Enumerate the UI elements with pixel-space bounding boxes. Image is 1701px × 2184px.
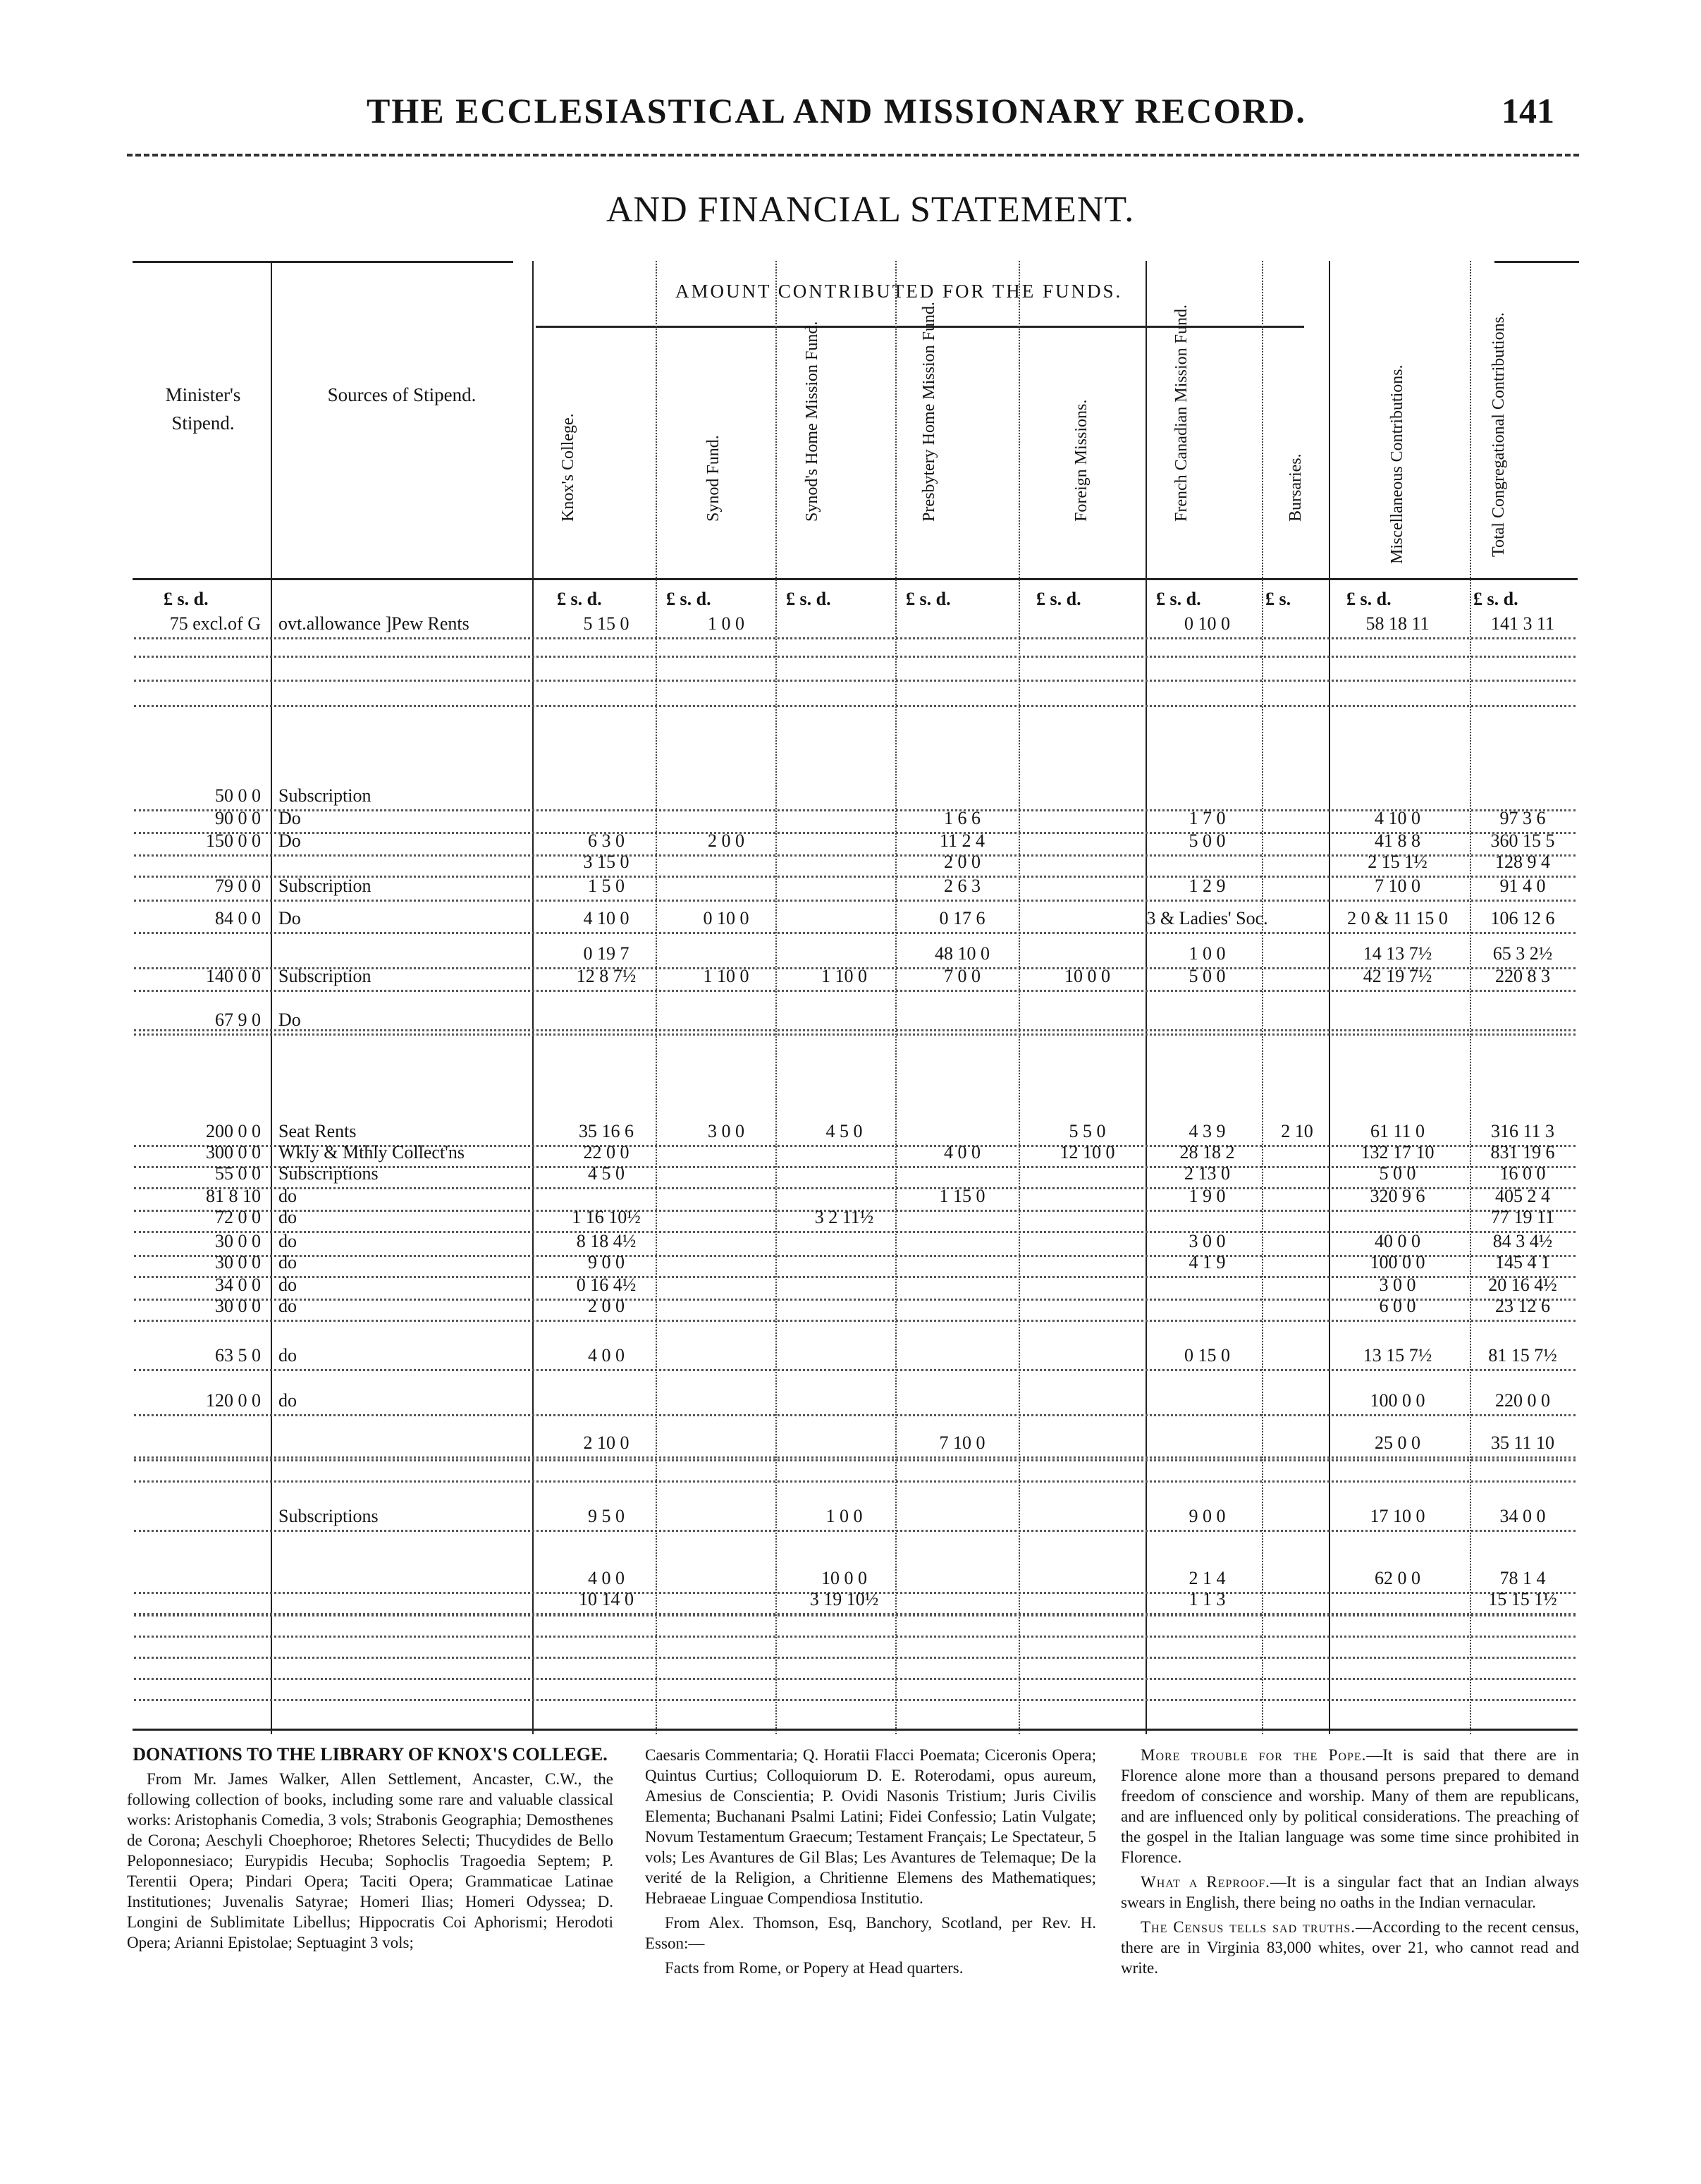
- cell-knox: 10 14 0: [579, 1589, 634, 1609]
- cell-fc: 9 0 0: [1189, 1506, 1226, 1526]
- cell-source: do: [278, 1275, 297, 1295]
- cell-fc: 0 15 0: [1184, 1345, 1230, 1366]
- cell-fc: 1 1 3: [1189, 1589, 1226, 1609]
- table-row: [134, 784, 1576, 808]
- cell-fc: 1 2 9: [1189, 876, 1226, 896]
- cell-mi: 100 0 0: [1370, 1390, 1425, 1411]
- table-row: [134, 964, 1576, 988]
- cell-source: do: [278, 1252, 297, 1272]
- cell-stipend: 75 excl.of G: [169, 613, 261, 634]
- cell-mi: 3 0 0: [1379, 1275, 1416, 1295]
- cell-to: 20 16 4½: [1488, 1275, 1557, 1295]
- cell-fc: 1 7 0: [1189, 808, 1226, 828]
- blank-row-leader: [134, 1614, 1576, 1616]
- table-row: [134, 612, 1576, 636]
- cell-fc: 28 18 2: [1179, 1142, 1235, 1162]
- cell-stipend: 84 0 0: [215, 908, 261, 928]
- cell-knox: 35 16 6: [579, 1121, 634, 1141]
- col-header-synod-home: Synod's Home Mission Fund.: [803, 321, 821, 522]
- cell-mi: 58 18 11: [1365, 613, 1430, 634]
- col-header-french: French Canadian Mission Fund.: [1172, 305, 1191, 522]
- header-rule: [127, 154, 1579, 157]
- cell-source: Wkly & Mthly Collect'ns: [278, 1142, 465, 1162]
- cell-mi: 320 9 6: [1370, 1186, 1425, 1206]
- cell-source: Subscriptions: [278, 1506, 379, 1526]
- blank-row-leader: [134, 1530, 1576, 1532]
- col-header-foreign: Foreign Missions.: [1072, 399, 1091, 522]
- table-row: [134, 829, 1576, 853]
- cell-to: 91 4 0: [1499, 876, 1546, 896]
- cell-to: 23 12 6: [1495, 1296, 1550, 1316]
- col-header-presbytery-home: Presbytery Home Mission Fund.: [920, 302, 938, 522]
- table-row: [134, 806, 1576, 830]
- cell-knox: 3 15 0: [583, 852, 630, 872]
- cell-source: do: [278, 1231, 297, 1251]
- cell-to: 831 19 6: [1490, 1142, 1555, 1162]
- note-body: —It is said that there are in Florence alone more than a thousand persons prepared to demand freedom of conscience and worship. Many of them are republicans, and are influenced only by political considerations. The preaching of the gospel in the Italian language was some time since prohibited in Florence.: [1121, 1746, 1579, 1866]
- cell-stipend: 79 0 0: [215, 876, 261, 896]
- cell-to: 35 11 10: [1490, 1433, 1555, 1453]
- donations-column-2: [645, 1745, 1096, 1982]
- blank-row-leader: [134, 680, 1576, 682]
- blank-row-leader: [134, 705, 1576, 707]
- blank-row-leader: [134, 1678, 1576, 1680]
- cell-knox: 8 18 4½: [576, 1231, 637, 1251]
- row-leader: [134, 932, 1576, 934]
- cell-fc: 0 10 0: [1184, 613, 1230, 634]
- row-leader: [134, 990, 1576, 992]
- table-row: [134, 1141, 1576, 1165]
- col-header-synod: Synod Fund.: [704, 435, 723, 522]
- unit-foreign: £ s. d.: [1036, 589, 1081, 609]
- unit-knox: £ s. d.: [557, 589, 602, 609]
- cell-ph: 1 15 0: [939, 1186, 985, 1206]
- cell-ph: 2 6 3: [944, 876, 981, 896]
- cell-mi: 7 10 0: [1375, 876, 1420, 896]
- cell-knox: 6 3 0: [588, 830, 625, 851]
- donations-para: Caesaris Commentaria; Q. Horatii Flacci Poemata; Ciceronis Opera; Quintus Curtius; Colloquiorum D. E. Roterodami, opus aureum, Amesius de Conscientia; P. Ovidi Nasonis Tristium; Juris Civilis Elementa; Buchanani Psalmi Latini; Fidei Confessio; Latin Vulgate; Novum Testamentum Graecum; Testament Français; Le Spectateur, 5 vols; Les Avantures de Gil Blas; Les Avantures de Telemaque; De la verité de la Religion, a Chritienne Elemens des Mathematiques; Hebraeae Linguae Compendiosa Institutio.: [645, 1746, 1096, 1907]
- cell-source: Do: [278, 830, 301, 851]
- cell-ph: 48 10 0: [935, 943, 990, 964]
- cell-stipend: 63 5 0: [215, 1345, 261, 1366]
- cell-sh: 1 10 0: [821, 966, 867, 986]
- donations-para: From Alex. Thomson, Esq, Banchory, Scotland, per Rev. H. Esson:—: [645, 1914, 1096, 1952]
- cell-to: 78 1 4: [1499, 1568, 1546, 1588]
- cell-source: Do: [278, 908, 301, 928]
- head-rule: [133, 578, 1578, 580]
- table-row: [134, 874, 1576, 898]
- col-header-knox: Knox's College.: [559, 413, 577, 522]
- cell-knox: 1 16 10½: [572, 1207, 641, 1227]
- cell-ph: 11 2 4: [939, 830, 985, 851]
- row-leader: [134, 900, 1576, 902]
- col-header-stipend: Minister's Stipend.: [165, 384, 241, 434]
- table-top-rule: [133, 261, 513, 263]
- cell-mi: 13 15 7½: [1363, 1345, 1432, 1366]
- cell-mi: 4 10 0: [1375, 808, 1420, 828]
- cell-source: Subscription: [278, 785, 371, 806]
- note-paragraph: [1121, 1872, 1579, 1913]
- donations-title: DONATIONS TO THE LIBRARY OF KNOX'S COLLEGE.: [133, 1744, 608, 1765]
- note-heading: More trouble for the Pope.: [1141, 1746, 1367, 1764]
- cell-fc: 4 1 9: [1189, 1252, 1226, 1272]
- note-heading: What a Reproof.: [1141, 1873, 1270, 1891]
- blank-row-leader: [134, 1657, 1576, 1659]
- cell-fc: 1 9 0: [1189, 1186, 1226, 1206]
- cell-to: 81 15 7½: [1488, 1345, 1557, 1366]
- cell-stipend: 72 0 0: [215, 1207, 261, 1227]
- notes-column: [1121, 1745, 1579, 1982]
- cell-sh: 3 2 11½: [814, 1207, 874, 1227]
- page-subtitle: AND FINANCIAL STATEMENT.: [606, 190, 1135, 230]
- table-row: [134, 942, 1576, 966]
- cell-to: 34 0 0: [1499, 1506, 1546, 1526]
- cell-sh: 3 19 10½: [809, 1589, 879, 1609]
- cell-mi: 25 0 0: [1375, 1433, 1420, 1453]
- row-leader: [134, 1456, 1576, 1459]
- cell-to: 97 3 6: [1499, 808, 1546, 828]
- blank-row-leader: [134, 1699, 1576, 1701]
- cell-fc: 4 3 9: [1189, 1121, 1226, 1141]
- cell-mi: 2 0 & 11 15 0: [1347, 908, 1448, 928]
- cell-knox: 0 19 7: [583, 943, 630, 964]
- blank-row-leader: [134, 1480, 1576, 1483]
- note-body: —According to the recent census, there are in Virginia 83,000 whites, over 21, who cannot read and write.: [1121, 1918, 1579, 1977]
- cell-fm: 12 10 0: [1060, 1142, 1115, 1162]
- table-row: [134, 1566, 1576, 1590]
- cell-mi: 17 10 0: [1370, 1506, 1425, 1526]
- donations-column: [127, 1745, 613, 1957]
- table-row: [134, 1389, 1576, 1413]
- cell-mi: 61 11 0: [1370, 1121, 1425, 1141]
- unit-total: £ s. d.: [1473, 589, 1518, 609]
- cell-mi: 14 13 7½: [1363, 943, 1432, 964]
- running-title: THE ECCLESIASTICAL AND MISSIONARY RECORD.: [367, 91, 1306, 130]
- unit-bursaries: £ s.: [1265, 589, 1291, 609]
- table-row: [134, 1294, 1576, 1318]
- cell-mi: 132 17 10: [1361, 1142, 1435, 1162]
- cell-synod: 3 0 0: [708, 1121, 744, 1141]
- cell-knox: 4 0 0: [588, 1568, 625, 1588]
- cell-knox: 22 0 0: [583, 1142, 630, 1162]
- cell-sh: 1 0 0: [825, 1506, 863, 1526]
- cell-fc: 5 0 0: [1189, 966, 1226, 986]
- cell-ph: 7 0 0: [944, 966, 981, 986]
- table-row: [134, 1184, 1576, 1208]
- cell-stipend: 34 0 0: [215, 1275, 261, 1295]
- cell-stipend: 140 0 0: [206, 966, 261, 986]
- cell-stipend: 90 0 0: [215, 808, 261, 828]
- row-leader: [134, 1320, 1576, 1322]
- cell-knox: 2 0 0: [588, 1296, 625, 1316]
- col-header-total: Total Congregational Contributions.: [1490, 312, 1508, 557]
- cell-fc: 1 0 0: [1189, 943, 1226, 964]
- cell-to: 316 11 3: [1490, 1121, 1555, 1141]
- cell-to: 16 0 0: [1499, 1163, 1546, 1184]
- cell-stipend: 30 0 0: [215, 1296, 261, 1316]
- table-row: [134, 1431, 1576, 1455]
- cell-source: ovt.allowance ]Pew Rents: [278, 613, 469, 634]
- cell-mi: 41 8 8: [1375, 830, 1420, 851]
- cell-knox: 4 0 0: [588, 1345, 625, 1366]
- cell-mi: 40 0 0: [1375, 1231, 1420, 1251]
- cell-mi: 2 15 1½: [1368, 852, 1427, 872]
- cell-synod: 2 0 0: [708, 830, 744, 851]
- cell-knox: 5 15 0: [583, 613, 630, 634]
- cell-to: 220 0 0: [1495, 1390, 1550, 1411]
- table-row: [134, 907, 1576, 931]
- cell-stipend: 120 0 0: [206, 1390, 261, 1411]
- table-row: [134, 1119, 1576, 1143]
- note-paragraph: [1121, 1745, 1579, 1867]
- note-paragraph: [1121, 1917, 1579, 1978]
- unit-stipend: £ s. d.: [164, 589, 209, 609]
- cell-source: Subscriptions: [278, 1163, 379, 1184]
- donations-para: From Mr. James Walker, Allen Settlement, Ancaster, C.W., the following collection of books, including some rare and valuable classical works: Aristophanis Comedia, 3 vols; Strabonis Geographia; Demosthenes de Corona; Aeschyli Choephoroe; Rhetores Selecti; Thucydides de Bello Peloponnesiaco; Eurypidis Hecuba; Sophoclis Tragoedia Septem; P. Terentii Opera; Pindari Opera; Taciti Opera; Grammaticae Latinae Institutiones; Juvenalis Satyrae; Homeri Ilias; Homeri Odyssea; D. Longini de Sublimitate Libellus; Hippocratis Coi Aphorismi; Herodoti Opera; Arianni Epistolae; Septuagint 3 vols;: [127, 1770, 613, 1951]
- unit-french: £ s. d.: [1156, 589, 1201, 609]
- page-number: 141: [1502, 91, 1554, 130]
- blank-row-leader: [134, 1029, 1576, 1031]
- cell-to: 220 8 3: [1495, 966, 1550, 986]
- cell-mi: 62 0 0: [1375, 1568, 1420, 1588]
- unit-presb: £ s. d.: [906, 589, 951, 609]
- cell-fm: 10 0 0: [1064, 966, 1110, 986]
- table-row: [134, 1251, 1576, 1275]
- cell-to: 360 15 5: [1490, 830, 1555, 851]
- cell-stipend: 81 8 10: [206, 1186, 261, 1206]
- cell-synod: 0 10 0: [703, 908, 749, 928]
- cell-fc: 2 13 0: [1184, 1163, 1230, 1184]
- donations-para: Facts from Rome, or Popery at Head quarters.: [665, 1959, 964, 1977]
- cell-synod: 1 10 0: [703, 966, 749, 986]
- cell-fc: 3 0 0: [1189, 1231, 1226, 1251]
- cell-knox: 4 10 0: [583, 908, 630, 928]
- col-header-misc: Miscellaneous Contributions.: [1388, 364, 1406, 564]
- cell-stipend: 30 0 0: [215, 1252, 261, 1272]
- table-row: [134, 1008, 1576, 1032]
- cell-stipend: 30 0 0: [215, 1231, 261, 1251]
- cell-to: 405 2 4: [1495, 1186, 1550, 1206]
- cell-knox: 12 8 7½: [576, 966, 637, 986]
- table-row: [134, 1162, 1576, 1186]
- cell-ph: 0 17 6: [939, 908, 985, 928]
- cell-stipend: 150 0 0: [206, 830, 261, 851]
- table-row: [134, 1504, 1576, 1528]
- cell-source: do: [278, 1296, 297, 1316]
- cell-knox: 4 5 0: [588, 1163, 625, 1184]
- cell-mi: 6 0 0: [1379, 1296, 1416, 1316]
- row-leader: [134, 1369, 1576, 1371]
- cell-fm: 5 5 0: [1069, 1121, 1106, 1141]
- row-leader: [134, 637, 1576, 639]
- cell-knox: 9 0 0: [588, 1252, 625, 1272]
- col-header-bursaries: Bursaries.: [1287, 453, 1305, 522]
- cell-stipend: 50 0 0: [215, 785, 261, 806]
- unit-misc: £ s. d.: [1346, 589, 1392, 609]
- cell-knox: 1 5 0: [588, 876, 625, 896]
- table-bottom-rule: [133, 1729, 1578, 1731]
- note-heading: The Census tells sad truths.: [1141, 1918, 1356, 1936]
- cell-source: Subscription: [278, 966, 371, 986]
- cell-stipend: 67 9 0: [215, 1010, 261, 1030]
- cell-source: do: [278, 1345, 297, 1366]
- table-row: [134, 1588, 1576, 1612]
- cell-stipend: 300 0 0: [206, 1142, 261, 1162]
- row-leader: [134, 1414, 1576, 1416]
- cell-synod: 1 0 0: [708, 613, 744, 634]
- row-leader: [134, 1033, 1576, 1036]
- cell-to: 15 15 1½: [1488, 1589, 1557, 1609]
- unit-synod: £ s. d.: [666, 589, 711, 609]
- cell-bu: 2 10: [1281, 1121, 1313, 1141]
- cell-sh: 4 5 0: [825, 1121, 863, 1141]
- cell-ph: 7 10 0: [939, 1433, 985, 1453]
- cell-to: 141 3 11: [1490, 613, 1555, 634]
- cell-ph: 4 0 0: [944, 1142, 981, 1162]
- table-row: [134, 1206, 1576, 1229]
- cell-sh: 10 0 0: [821, 1568, 867, 1588]
- cell-knox: 2 10 0: [583, 1433, 630, 1453]
- cell-fc: 5 0 0: [1189, 830, 1226, 851]
- cell-source: Do: [278, 1010, 301, 1030]
- cell-to: 77 19 11: [1490, 1207, 1555, 1227]
- table-row: [134, 1229, 1576, 1253]
- blank-row-leader: [134, 1459, 1576, 1461]
- cell-mi: 42 19 7½: [1363, 966, 1432, 986]
- cell-to: 128 9 4: [1495, 852, 1550, 872]
- cell-knox: 9 5 0: [588, 1506, 625, 1526]
- cell-source: do: [278, 1186, 297, 1206]
- cell-stipend: 200 0 0: [206, 1121, 261, 1141]
- blank-row-leader: [134, 1636, 1576, 1638]
- cell-to: 65 3 2½: [1492, 943, 1553, 964]
- cell-ph: 2 0 0: [944, 852, 981, 872]
- cell-source: Subscription: [278, 876, 371, 896]
- cell-fc: 3 & Ladies' Soc.: [1146, 908, 1268, 928]
- table-row: [134, 1273, 1576, 1297]
- cell-stipend: 55 0 0: [215, 1163, 261, 1184]
- cell-to: 84 3 4½: [1492, 1231, 1553, 1251]
- cell-ph: 1 6 6: [944, 808, 981, 828]
- note-body: —It is a singular fact that an Indian always swears in English, there being no oaths in the Indian vernacular.: [1121, 1873, 1579, 1911]
- cell-source: do: [278, 1390, 297, 1411]
- cell-to: 145 4 1: [1495, 1252, 1550, 1272]
- cell-to: 106 12 6: [1490, 908, 1555, 928]
- cell-mi: 100 0 0: [1370, 1252, 1425, 1272]
- cell-fc: 2 1 4: [1189, 1568, 1226, 1588]
- col-header-sources: Sources of Stipend.: [327, 384, 477, 405]
- cell-knox: 0 16 4½: [576, 1275, 637, 1295]
- unit-synod-home: £ s. d.: [786, 589, 831, 609]
- group-title: AMOUNT CONTRIBUTED FOR THE FUNDS.: [675, 281, 1123, 302]
- blank-row-leader: [134, 656, 1576, 658]
- cell-mi: 5 0 0: [1379, 1163, 1416, 1184]
- cell-source: Seat Rents: [278, 1121, 357, 1141]
- cell-source: Do: [278, 808, 301, 828]
- table-row: [134, 1344, 1576, 1368]
- table-row: [134, 850, 1576, 874]
- cell-source: do: [278, 1207, 297, 1227]
